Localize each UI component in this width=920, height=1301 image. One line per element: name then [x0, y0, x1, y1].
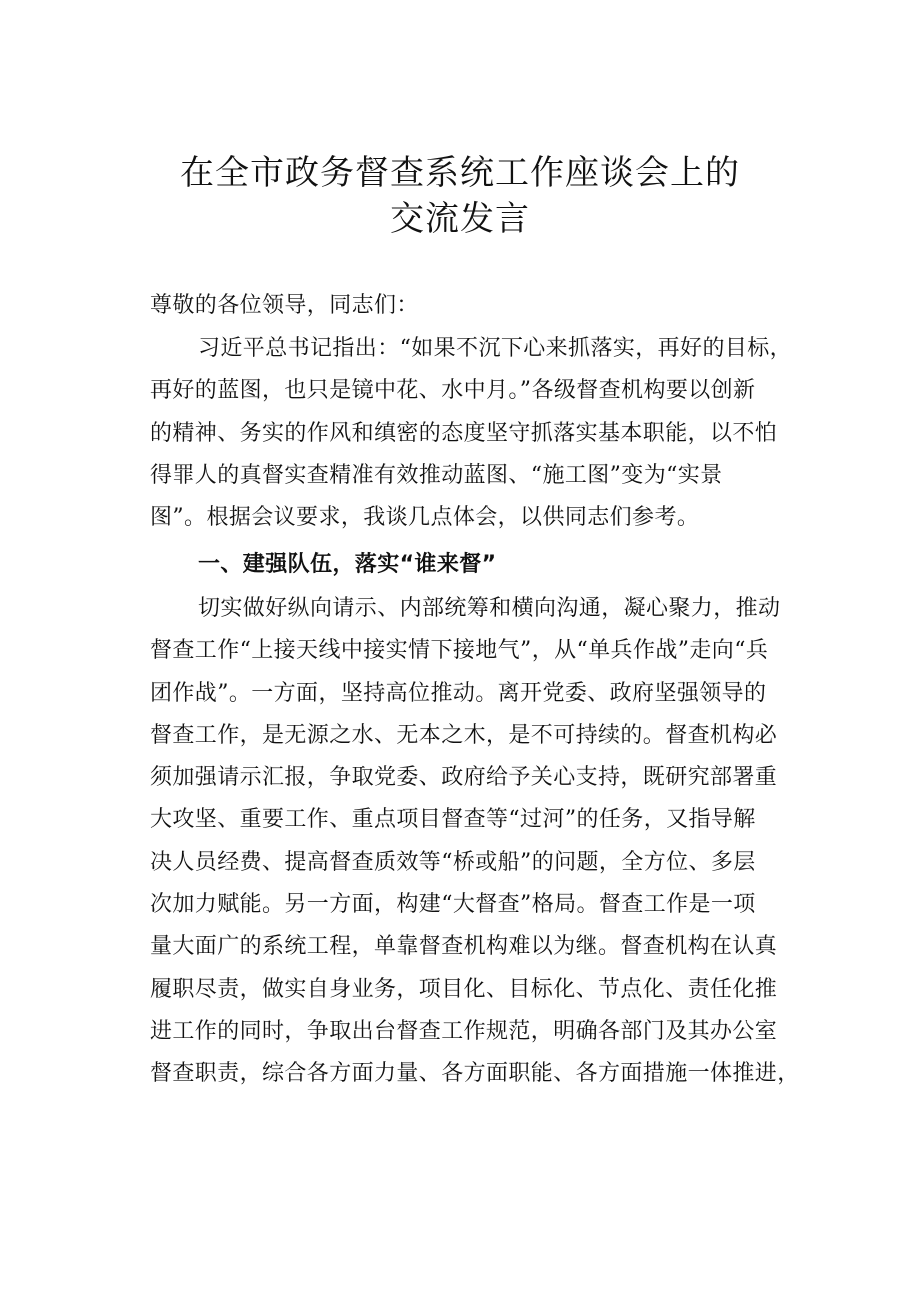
paragraph-2-line: 团作战”。一方面，坚持高位推动。离开党委、政府坚强领导的 — [150, 680, 767, 706]
paragraph-2 — [150, 588, 810, 1096]
salutation: 尊敬的各位领导，同志们： — [150, 293, 419, 318]
paragraph-1-line: 习近平总书记指出：“如果不沉下心来抓落实，再好的目标， — [198, 336, 793, 361]
section-heading-1: 一、建强队伍，落实“谁来督” — [198, 552, 497, 577]
paragraph-1-line: 图”。根据会议要求，我谈几点体会，以供同志们参考。 — [150, 505, 700, 531]
document-title-line2: 交流发言 — [390, 199, 530, 239]
paragraph-2-line: 决人员经费、提高督查质效等“桥或船”的问题，全方位、多层 — [150, 849, 756, 875]
paragraph-2-line: 量大面广的系统工程，单靠督查机构难以为继。督查机构在认真 — [150, 934, 778, 960]
document-title-line1: 在全市政务督查系统工作座谈会上的 — [180, 153, 740, 193]
paragraph-2-line: 督查工作，是无源之水、无本之木，是不可持续的。督查机构必 — [150, 722, 778, 748]
paragraph-1-line: 再好的蓝图，也只是镜中花、水中月。”各级督查机构要以创新 — [150, 378, 756, 404]
paragraph-2-line: 大攻坚、重要工作、重点项目督查等“过河”的任务，又指导解 — [150, 807, 756, 833]
paragraph-1-line: 得罪人的真督实查精准有效推动蓝图、“施工图”变为“实景 — [150, 462, 723, 488]
paragraph-2-line: 履职尽责，做实自身业务，项目化、目标化、节点化、责任化推 — [150, 976, 778, 1002]
paragraph-1-line: 的精神、务实的作风和缜密的态度坚守抓落实基本职能，以不怕 — [150, 420, 778, 446]
paragraph-2-line: 须加强请示汇报，争取党委、政府给予关心支持，既研究部署重 — [150, 765, 778, 791]
paragraph-2-line: 督查职责，综合各方面力量、各方面职能、各方面措施一体推进， — [150, 1061, 800, 1087]
paragraph-2-line: 进工作的同时，争取出台督查工作规范，明确各部门及其办公室 — [150, 1018, 778, 1044]
paragraph-1 — [150, 328, 810, 539]
paragraph-2-line: 督查工作“上接天线中接实情下接地气”，从“单兵作战”走向“兵 — [150, 638, 769, 664]
paragraph-2-line: 切实做好纵向请示、内部统筹和横向沟通，凝心聚力，推动 — [198, 596, 781, 621]
paragraph-2-line: 次加力赋能。另一方面，构建“大督查”格局。督查工作是一项 — [150, 892, 756, 918]
